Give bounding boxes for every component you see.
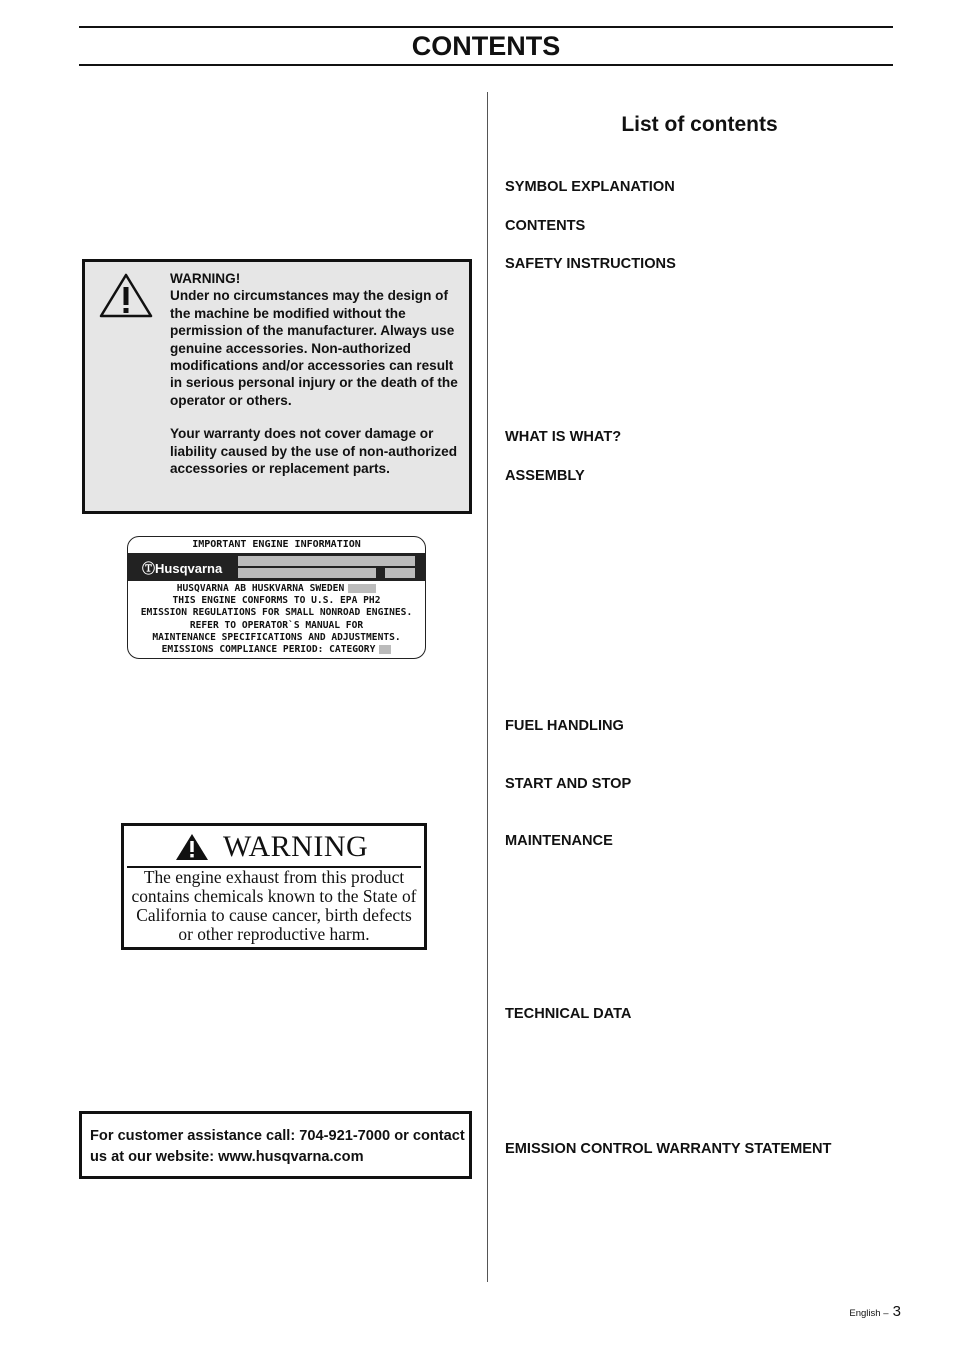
warning-paragraph-1: Under no circumstances may the design of the machine be modified without the permission of the manufacturer. Always use genuine accessories. Non-authorized modifications and/or accessories can result in serious personal injury or the death of the operator or others. xyxy=(170,288,458,408)
engine-label-field xyxy=(238,568,376,578)
toc-item-assembly[interactable]: ASSEMBLY xyxy=(505,468,585,484)
modification-warning-box xyxy=(82,259,472,514)
footer-language: English – xyxy=(849,1308,889,1319)
warning-heading: WARNING! xyxy=(170,271,241,286)
engine-label-line: HUSQVARNA AB HUSKVARNA SWEDEN xyxy=(128,583,425,595)
toc-item-maintenance[interactable]: MAINTENANCE xyxy=(505,833,613,849)
page-footer xyxy=(849,1303,901,1320)
page-title: CONTENTS xyxy=(79,26,893,66)
column-divider xyxy=(487,92,488,1282)
engine-label-title: IMPORTANT ENGINE INFORMATION xyxy=(192,539,361,550)
toc-title: List of contents xyxy=(621,113,778,136)
toc-item-start-and-stop[interactable]: START AND STOP xyxy=(505,776,632,792)
customer-assistance-text: For customer assistance call: 704-921-7000 or contact us at our website: www.husqvarna.com xyxy=(90,1128,465,1165)
toc-item-what-is-what[interactable]: WHAT IS WHAT? xyxy=(505,429,622,445)
engine-label-lines xyxy=(128,583,425,656)
engine-label-field xyxy=(238,556,415,566)
engine-label-line: MAINTENANCE SPECIFICATIONS AND ADJUSTMENTS. xyxy=(152,631,401,643)
california-warning-header xyxy=(127,829,421,868)
engine-label-brand-band xyxy=(128,553,425,581)
exclamation-triangle-icon xyxy=(99,272,153,318)
engine-information-label xyxy=(127,536,426,659)
engine-label-line: REFER TO OPERATOR`S MANUAL FOR xyxy=(189,619,364,631)
engine-label-line: EMISSIONS COMPLIANCE PERIOD: CATEGORY xyxy=(128,644,425,656)
california-warning-box xyxy=(121,823,427,950)
toc-item-safety-instructions[interactable]: SAFETY INSTRUCTIONS xyxy=(505,256,676,272)
warning-paragraph-2: Your warranty does not cover damage or liability caused by the use of non-authorized accessories or replacement parts. xyxy=(170,426,458,477)
california-warning-body: The engine exhaust from this product contains chemicals known to the State of California to cause cancer, birth defects or other reproductive harm. xyxy=(131,867,417,944)
california-warning-heading: WARNING xyxy=(223,830,369,863)
toc-item-technical-data[interactable]: TECHNICAL DATA xyxy=(505,1006,632,1022)
toc-item-symbol-explanation[interactable]: SYMBOL EXPLANATION xyxy=(505,179,675,195)
customer-assistance-box xyxy=(79,1111,472,1179)
page-number: 3 xyxy=(892,1303,901,1320)
engine-label-line: EMISSION REGULATIONS FOR SMALL NONROAD ENGINES. xyxy=(140,607,413,619)
warning-text xyxy=(170,270,462,477)
engine-label-line: THIS ENGINE CONFORMS TO U.S. EPA PH2 xyxy=(172,595,381,607)
husqvarna-logo: ⓉHusqvarna xyxy=(142,561,223,576)
warning-triangle-icon xyxy=(175,833,209,861)
toc-item-fuel-handling[interactable]: FUEL HANDLING xyxy=(505,718,624,734)
toc-item-emission-control-warranty[interactable]: EMISSION CONTROL WARRANTY STATEMENT xyxy=(505,1141,832,1157)
engine-label-field xyxy=(385,568,415,578)
toc-item-contents[interactable]: CONTENTS xyxy=(505,218,586,234)
